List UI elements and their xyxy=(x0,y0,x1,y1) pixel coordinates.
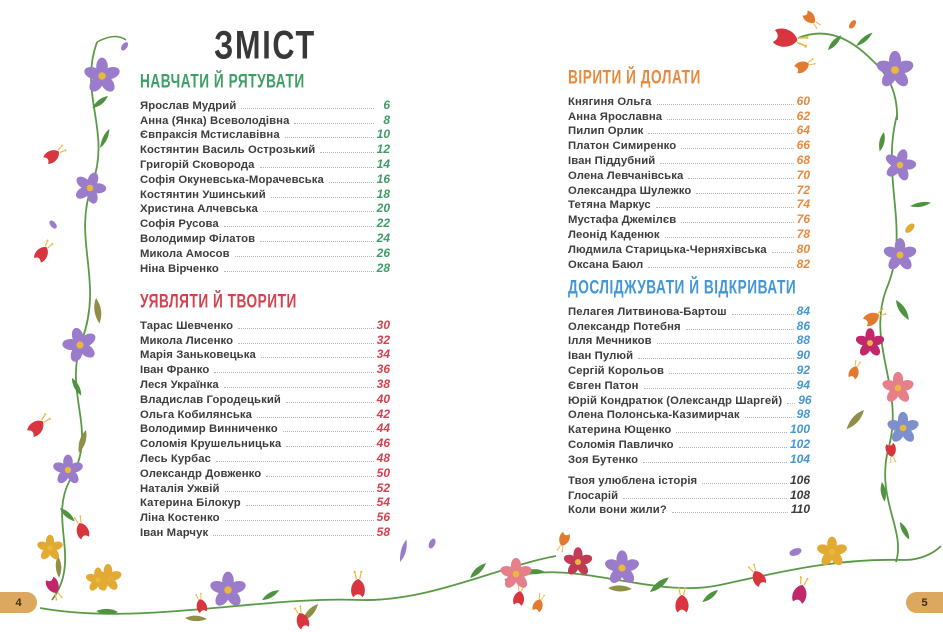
section-title: УЯВЛЯТИ Й ТВОРИТИ xyxy=(140,291,297,313)
toc-entry-name: Олександр Довженко xyxy=(140,467,262,480)
toc-entry-page: 16 xyxy=(376,171,390,186)
dot-leader xyxy=(681,222,793,223)
toc-entry-page: 54 xyxy=(376,495,390,510)
dot-leader xyxy=(648,267,793,268)
toc-entry xyxy=(568,318,810,333)
dot-leader xyxy=(216,461,374,462)
toc-entry xyxy=(140,376,390,391)
toc-entry xyxy=(140,465,390,480)
toc-entry-name: Микола Лисенко xyxy=(140,334,234,347)
toc-entry-page: 10 xyxy=(376,127,390,142)
dot-leader xyxy=(667,119,793,120)
dot-leader xyxy=(648,133,793,134)
toc-entry-name: Твоя улюблена історія xyxy=(568,474,698,487)
toc-entry-name: Катерина Ющенко xyxy=(568,424,672,437)
dot-leader xyxy=(213,535,373,536)
toc-entry-page: 74 xyxy=(796,197,810,212)
toc-entry-name: Олександр Потебня xyxy=(568,320,681,333)
toc-entry-page: 102 xyxy=(789,436,810,451)
section-entries xyxy=(568,93,810,271)
toc-entry-page: 76 xyxy=(796,212,810,227)
toc-entry-name: Іван Марчук xyxy=(140,526,209,539)
toc-entry-name: Ольга Кобилянська xyxy=(140,408,253,421)
section-entries xyxy=(140,97,390,275)
toc-entry-page: 62 xyxy=(796,108,810,123)
dot-leader xyxy=(732,314,794,315)
toc-entry-name: Олександра Шулежко xyxy=(568,184,692,197)
toc-entry xyxy=(568,421,810,436)
toc-entry-page: 78 xyxy=(796,226,810,241)
toc-entry-name: Лесь Курбас xyxy=(140,452,211,465)
toc-entry xyxy=(568,472,810,487)
toc-entry-page: 70 xyxy=(796,167,810,182)
toc-entry-page: 52 xyxy=(376,480,390,495)
toc-entry xyxy=(568,407,810,422)
toc-entry xyxy=(568,93,810,108)
dot-leader xyxy=(224,226,374,227)
toc-entry-name: Анна (Янка) Всеволодівна xyxy=(140,114,290,127)
dot-leader xyxy=(271,197,374,198)
toc-entry-page: 58 xyxy=(376,524,390,539)
toc-entry xyxy=(140,361,390,376)
toc-entry xyxy=(568,347,810,362)
toc-entry-page: 6 xyxy=(383,97,390,112)
toc-entry-page: 68 xyxy=(796,152,810,167)
dot-leader xyxy=(235,256,374,257)
toc-entry xyxy=(140,156,390,171)
toc-entry xyxy=(568,241,810,256)
toc-entry xyxy=(140,230,390,245)
toc-entry xyxy=(568,123,810,138)
toc-section-explore xyxy=(568,277,812,466)
toc-entry-name: Софія Окуневська-Морачевська xyxy=(140,173,324,186)
toc-entry-page: 82 xyxy=(796,256,810,271)
toc-entry-name: Микола Амосов xyxy=(140,247,230,260)
toc-entry-name: Марія Заньковецька xyxy=(140,349,256,362)
toc-entry-page: 108 xyxy=(789,487,810,502)
page-number-tab-right: 5 xyxy=(906,592,943,613)
toc-entry xyxy=(140,391,390,406)
dot-leader xyxy=(263,211,374,212)
toc-entry-page: 12 xyxy=(376,142,390,157)
toc-section-teach xyxy=(140,71,390,275)
toc-entry-page: 40 xyxy=(376,391,390,406)
toc-entry xyxy=(568,137,810,152)
toc-entry xyxy=(568,362,810,377)
toc-entry xyxy=(140,406,390,421)
toc-entry-page: 110 xyxy=(790,502,810,517)
dot-leader xyxy=(214,372,373,373)
toc-entry-name: Коли вони жили? xyxy=(568,504,667,517)
toc-entry-page: 48 xyxy=(376,450,390,465)
toc-entry-page: 80 xyxy=(796,241,810,256)
toc-entry xyxy=(568,108,810,123)
dot-leader xyxy=(260,167,374,168)
toc-entry-page: 72 xyxy=(796,182,810,197)
dot-leader xyxy=(696,193,793,194)
toc-entry xyxy=(568,436,810,451)
toc-entry-page: 64 xyxy=(796,123,810,138)
toc-entry-page: 14 xyxy=(376,156,390,171)
toc-entry-name: Олена Полонська-Казимирчак xyxy=(568,409,740,422)
toc-entry xyxy=(140,171,390,186)
toc-entry-page: 60 xyxy=(796,93,810,108)
dot-leader xyxy=(681,148,793,149)
toc-entry-name: Людмила Старицька-Черняхівська xyxy=(568,243,767,256)
toc-entry xyxy=(568,377,810,392)
toc-entry-page: 34 xyxy=(376,347,390,362)
toc-entry-name: Христина Алчевська xyxy=(140,203,258,216)
toc-entry-name: Ярослав Мудрий xyxy=(140,99,237,112)
toc-entry-name: Соломія Крушельницька xyxy=(140,438,282,451)
toc-entry-page: 18 xyxy=(376,186,390,201)
dot-leader xyxy=(329,182,374,183)
toc-entry-name: Євген Патон xyxy=(568,379,639,392)
toc-entry-page: 32 xyxy=(376,332,390,347)
dot-leader xyxy=(320,152,373,153)
dot-leader xyxy=(665,237,794,238)
toc-entry-page: 94 xyxy=(796,377,810,392)
toc-entry-page: 46 xyxy=(376,436,390,451)
toc-entry-name: Григорій Сковорода xyxy=(140,158,255,171)
toc-entry-page: 66 xyxy=(796,138,810,153)
toc-entry-page: 90 xyxy=(796,348,810,363)
page-number-tab-left: 4 xyxy=(0,592,37,613)
toc-entry xyxy=(140,215,390,230)
toc-entry xyxy=(568,333,810,348)
toc-section-believe xyxy=(568,67,810,271)
dot-leader xyxy=(266,476,373,477)
dot-leader xyxy=(669,373,794,374)
toc-entry-name: Наталія Ужвій xyxy=(140,482,220,495)
toc-entry-page: 100 xyxy=(789,422,810,437)
toc-entry-name: Євпраксія Мстиславівна xyxy=(140,129,280,142)
toc-entry-name: Костянтин Ушинський xyxy=(140,188,266,201)
toc-entry-name: Пилип Орлик xyxy=(568,125,644,138)
toc-entry-name: Володимир Філатов xyxy=(140,232,256,245)
dot-leader xyxy=(260,241,373,242)
toc-entry-page: 104 xyxy=(789,451,810,466)
dot-leader xyxy=(772,252,794,253)
dot-leader xyxy=(623,498,787,499)
toc-entry xyxy=(568,211,810,226)
dot-leader xyxy=(294,123,374,124)
dot-leader xyxy=(688,178,793,179)
section-entries xyxy=(140,317,390,539)
dot-leader xyxy=(644,388,794,389)
dot-leader xyxy=(241,108,374,109)
page-title: ЗМІСТ xyxy=(214,22,316,68)
dot-leader xyxy=(672,512,788,513)
section-title: ДОСЛІДЖУВАТИ Й ВІДКРИВАТИ xyxy=(568,277,797,299)
toc-entry-page: 28 xyxy=(376,260,390,275)
dot-leader xyxy=(238,343,373,344)
toc-entry xyxy=(140,141,390,156)
toc-entry-name: Пелагея Литвинова-Бартош xyxy=(568,305,727,318)
toc-entry xyxy=(140,260,390,275)
dot-leader xyxy=(225,491,374,492)
toc-entry-page: 84 xyxy=(796,303,810,318)
dot-leader xyxy=(238,328,374,329)
toc-entry-page: 26 xyxy=(376,245,390,260)
toc-entry-page: 42 xyxy=(376,406,390,421)
dot-leader xyxy=(225,520,374,521)
toc-entry-page: 22 xyxy=(376,216,390,231)
toc-entry xyxy=(568,392,810,407)
toc-entry-name: Катерина Білокур xyxy=(140,497,241,510)
toc-entry-name: Оксана Баюл xyxy=(568,258,644,271)
toc-entry xyxy=(568,303,810,318)
toc-entry xyxy=(568,182,810,197)
toc-entry xyxy=(140,245,390,260)
toc-entry xyxy=(568,487,810,502)
toc-entry-name: Соломія Павличко xyxy=(568,438,674,451)
toc-entry-page: 50 xyxy=(376,465,390,480)
toc-entry-name: Леся Українка xyxy=(140,378,219,391)
toc-entry-name: Анна Ярославна xyxy=(568,110,663,123)
toc-entry xyxy=(140,97,390,112)
toc-entry-name: Костянтин Василь Острозький xyxy=(140,144,316,157)
section-title: ВІРИТИ Й ДОЛАТИ xyxy=(568,67,701,89)
toc-entry xyxy=(140,421,390,436)
toc-entry xyxy=(140,317,390,332)
toc-entry-name: Леонід Каденюк xyxy=(568,228,660,241)
toc-entry-page: 20 xyxy=(376,201,390,216)
toc-entry-page: 96 xyxy=(798,392,812,407)
toc-entry-page: 24 xyxy=(376,230,390,245)
toc-entry-name: Юрій Кондратюк (Олександр Шаргей) xyxy=(568,394,783,407)
toc-entry xyxy=(140,127,390,142)
dot-leader xyxy=(224,271,374,272)
toc-entry-name: Іван Франко xyxy=(140,364,210,377)
toc-entry xyxy=(140,480,390,495)
toc-section-create xyxy=(140,291,390,539)
toc-entry-name: Тарас Шевченко xyxy=(140,319,234,332)
toc-entry-name: Мустафа Джемілєв xyxy=(568,214,677,227)
toc-entry-name: Іван Пулюй xyxy=(568,350,634,363)
toc-entry-name: Іван Піддубний xyxy=(568,154,656,167)
dot-leader xyxy=(676,432,787,433)
toc-entry xyxy=(140,435,390,450)
toc-entry xyxy=(140,495,390,510)
toc-entry-page: 56 xyxy=(376,510,390,525)
dot-leader xyxy=(686,329,794,330)
toc-entry xyxy=(140,186,390,201)
dot-leader xyxy=(702,483,787,484)
toc-entry-name: Тетяна Маркус xyxy=(568,199,651,212)
toc-entry-page: 88 xyxy=(796,333,810,348)
toc-entry-page: 92 xyxy=(796,362,810,377)
toc-entry xyxy=(568,226,810,241)
dot-leader xyxy=(657,104,794,105)
toc-entry-page: 36 xyxy=(376,362,390,377)
toc-entry xyxy=(568,451,810,466)
toc-entry-name: Софія Русова xyxy=(140,218,219,231)
toc-entry-name: Володимир Винниченко xyxy=(140,423,278,436)
toc-entry xyxy=(140,332,390,347)
dot-leader xyxy=(657,343,794,344)
toc-entry xyxy=(140,112,390,127)
toc-entry-name: Ніна Вірченко xyxy=(140,262,219,275)
toc-entry-name: Зоя Бутенко xyxy=(568,453,639,466)
section-entries xyxy=(568,472,810,516)
dot-leader xyxy=(257,417,374,418)
toc-entry xyxy=(140,201,390,216)
toc-entry-page: 86 xyxy=(796,318,810,333)
toc-entry-page: 30 xyxy=(376,317,390,332)
toc-entry-name: Олена Левчанівська xyxy=(568,169,684,182)
toc-entry xyxy=(140,524,390,539)
dot-leader xyxy=(638,358,793,359)
dot-leader xyxy=(286,446,373,447)
dot-leader xyxy=(787,403,795,404)
toc-entry-name: Глосарій xyxy=(568,489,619,502)
section-entries xyxy=(568,303,810,466)
dot-leader xyxy=(285,137,374,138)
toc-entry-page: 38 xyxy=(376,376,390,391)
toc-entry xyxy=(140,347,390,362)
dot-leader xyxy=(246,505,374,506)
section-title: НАВЧАТИ Й РЯТУВАТИ xyxy=(140,71,305,93)
toc-entry-name: Владислав Городецький xyxy=(140,393,281,406)
toc-section-appendix xyxy=(568,472,810,516)
toc-entry-page: 8 xyxy=(383,112,390,127)
dot-leader xyxy=(261,357,374,358)
dot-leader xyxy=(679,447,787,448)
toc-entry xyxy=(568,197,810,212)
dot-leader xyxy=(224,387,374,388)
toc-entry-name: Сергій Корольов xyxy=(568,364,665,377)
toc-entry-page: 98 xyxy=(796,407,810,422)
dot-leader xyxy=(286,402,374,403)
toc-entry-page: 44 xyxy=(376,421,390,436)
toc-entry xyxy=(568,167,810,182)
dot-leader xyxy=(283,431,374,432)
toc-entry-name: Платон Симиренко xyxy=(568,140,677,153)
toc-entry-name: Княгиня Ольга xyxy=(568,95,652,108)
toc-entry xyxy=(568,502,810,517)
dot-leader xyxy=(656,207,794,208)
toc-entry-name: Ілля Мечников xyxy=(568,335,652,348)
toc-entry-name: Ліна Костенко xyxy=(140,512,220,525)
dot-leader xyxy=(643,462,787,463)
toc-entry xyxy=(140,509,390,524)
toc-entry xyxy=(140,450,390,465)
dot-leader xyxy=(660,163,793,164)
toc-entry xyxy=(568,152,810,167)
toc-entry xyxy=(568,256,810,271)
toc-entry-page: 106 xyxy=(789,472,810,487)
dot-leader xyxy=(745,417,794,418)
